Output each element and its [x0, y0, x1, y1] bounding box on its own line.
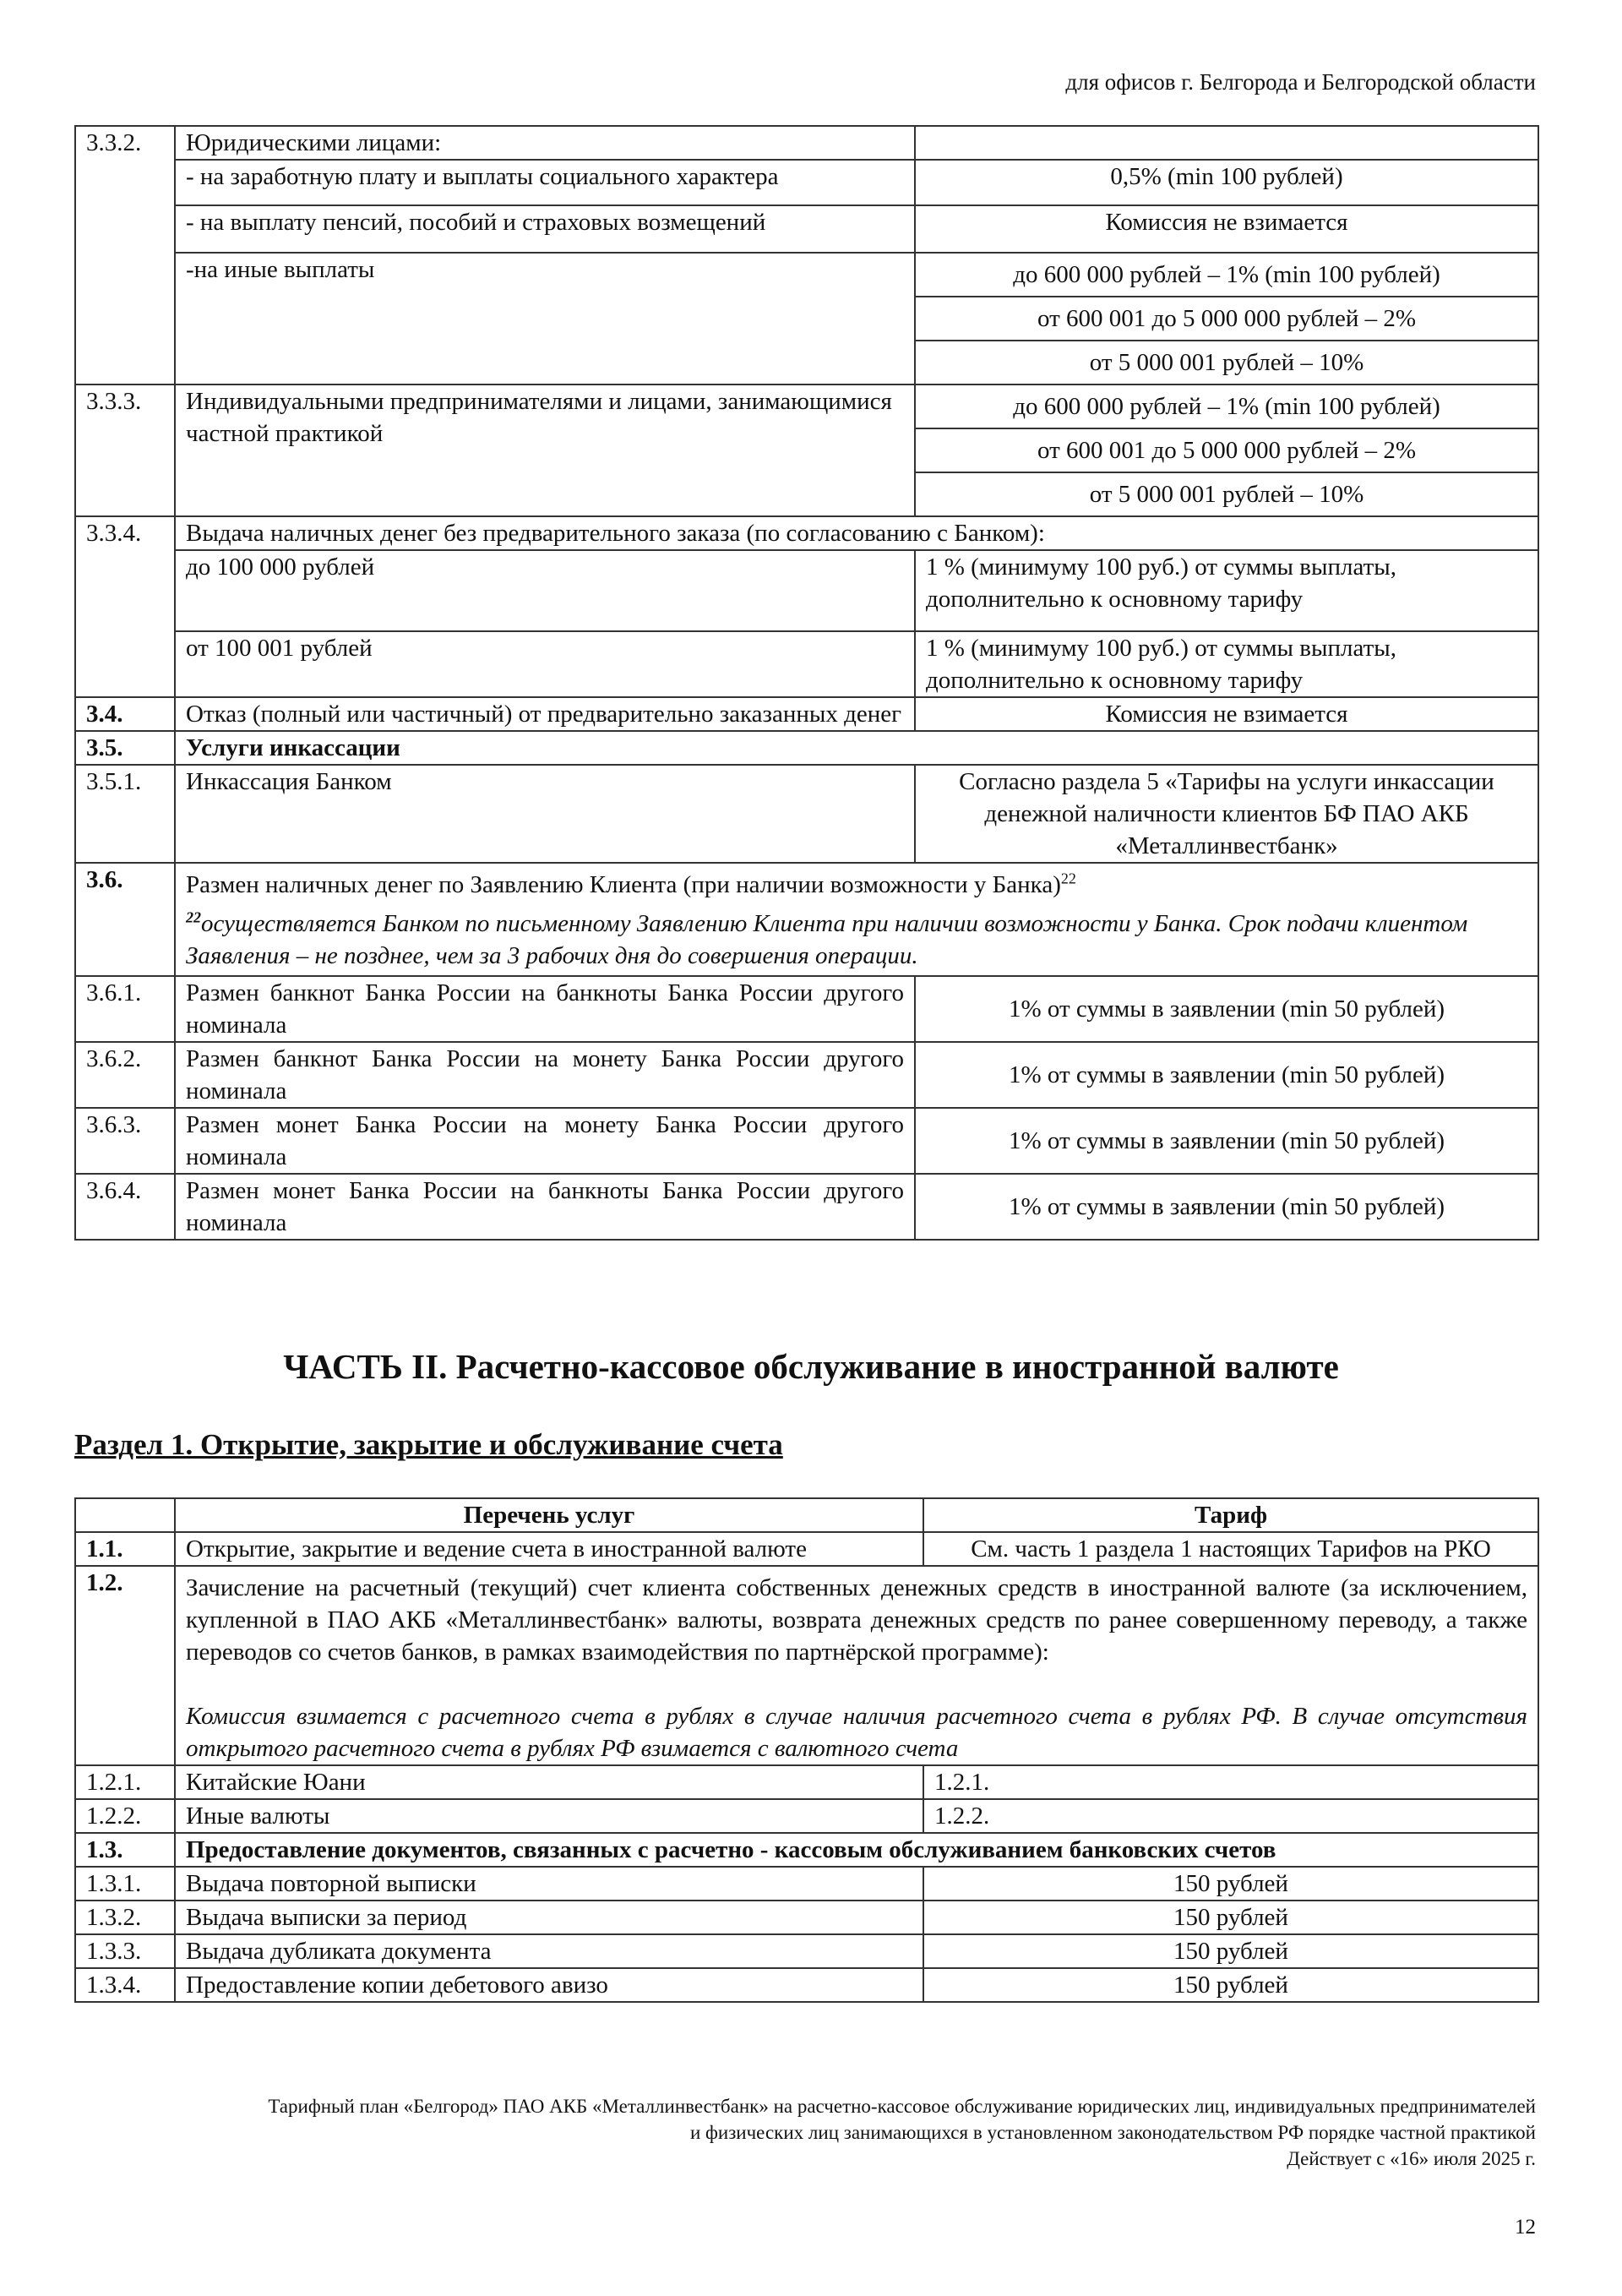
row-value: 1% от суммы в заявлении (min 50 рублей): [915, 976, 1538, 1042]
row-number: 1.2.2.: [75, 1799, 175, 1833]
row-number: 1.3.4.: [75, 1968, 175, 2002]
part-title: ЧАСТЬ II. Расчетно-кассовое обслуживание в иностранной валюте: [283, 1347, 1339, 1386]
table-row: [75, 1799, 1538, 1833]
table-row: [75, 205, 1538, 253]
row-label: Выдача наличных денег без предварительного заказа (по согласованию с Банком):: [175, 516, 1538, 550]
table-row: [75, 253, 1538, 297]
row-value: 1.2.2.: [923, 1799, 1538, 1833]
row-label: Инкассация Банком: [175, 765, 915, 863]
row-value: 150 рублей: [923, 1968, 1538, 2002]
footer-line: Тарифный план «Белгород» ПАО АКБ «Металлинвестбанк» на расчетно-кассовое обслуживание юридических лиц, индивидуальных предпринимателей: [268, 2096, 1536, 2117]
row-value: 1% от суммы в заявлении (min 50 рублей): [915, 1108, 1538, 1174]
row-label: -на иные выплаты: [175, 253, 915, 384]
row-value: до 600 000 рублей – 1% (min 100 рублей): [915, 384, 1538, 428]
row-number: 1.2.1.: [75, 1765, 175, 1799]
row-label: Иные валюты: [175, 1799, 923, 1833]
row-number: 3.6.4.: [75, 1174, 175, 1240]
table-row: [75, 1765, 1538, 1799]
row-label: Предоставление документов, связанных с расчетно - кассовым обслуживанием банковских счетов: [175, 1833, 1538, 1867]
row-number: 1.3.3.: [75, 1934, 175, 1968]
table-row: [75, 516, 1538, 550]
row-label: от 100 001 рублей: [175, 631, 915, 697]
table-row: [75, 126, 1538, 160]
row-number: 3.6.3.: [75, 1108, 175, 1174]
row-value: Комиссия не взимается: [915, 697, 1538, 731]
table-row: [75, 1566, 1538, 1765]
row-value: Комиссия не взимается: [915, 205, 1538, 253]
table-row: [75, 976, 1538, 1042]
row-value: См. часть 1 раздела 1 настоящих Тарифов на РКО: [923, 1532, 1538, 1566]
footer-line: и физических лиц занимающихся в установленном законодательством РФ порядке частной практикой: [689, 2122, 1536, 2143]
row-value: от 600 001 до 5 000 000 рублей – 2%: [915, 297, 1538, 341]
footnote-text: осуществляется Банком по письменному Заявлению Клиента при наличии возможности у Банка. Срок подачи клиентом Заявления – не позднее, чем за 3 рабочих дня до совершения операции.: [186, 910, 1468, 969]
row-label: Выдача повторной выписки: [175, 1867, 923, 1901]
footnote-ref: 22: [1060, 870, 1076, 887]
column-header-tariff: Тариф: [923, 1498, 1538, 1532]
row-number: 3.3.2.: [75, 126, 175, 384]
table-row: [75, 731, 1538, 765]
row-value: до 600 000 рублей – 1% (min 100 рублей): [915, 253, 1538, 297]
row-number: 1.3.1.: [75, 1867, 175, 1901]
row-value: 1% от суммы в заявлении (min 50 рублей): [915, 1042, 1538, 1108]
table-row: [75, 1108, 1538, 1174]
row-label: Выдача выписки за период: [175, 1901, 923, 1934]
table-row: [75, 1042, 1538, 1108]
table-row: [75, 1934, 1538, 1968]
row-value: Согласно раздела 5 «Тарифы на услуги инкассации денежной наличности клиентов БФ ПАО АКБ «Металлинвестбанк»: [915, 765, 1538, 863]
row-label: Предоставление копии дебетового авизо: [175, 1968, 923, 2002]
table-row: [75, 1867, 1538, 1901]
row-value: 1 % (минимуму 100 руб.) от суммы выплаты, дополнительно к основному тарифу: [915, 631, 1538, 697]
row-value: 150 рублей: [923, 1867, 1538, 1901]
column-header-services: Перечень услуг: [175, 1498, 923, 1532]
row-number: 3.5.: [75, 731, 175, 765]
row-value: от 5 000 001 рублей – 10%: [915, 341, 1538, 384]
table-header-row: [75, 1498, 1538, 1532]
footnote-marker: 22: [186, 908, 201, 926]
row-label: Отказ (полный или частичный) от предварительно заказанных денег: [175, 697, 915, 731]
row-label: Индивидуальными предпринимателями и лицами, занимающимися частной практикой: [175, 384, 915, 516]
footer-line: Действует с «16» июля 2025 г.: [1287, 2148, 1536, 2169]
row-label: Выдача дубликата документа: [175, 1934, 923, 1968]
row-value: 150 рублей: [923, 1901, 1538, 1934]
row-number: 1.2.: [75, 1566, 175, 1765]
row-number: 3.6.2.: [75, 1042, 175, 1108]
row-number: 3.5.1.: [75, 765, 175, 863]
row-label: Юридическими лицами:: [175, 126, 915, 160]
row-label: до 100 000 рублей: [175, 550, 915, 631]
table-row: [75, 697, 1538, 731]
row-number: 3.3.4.: [75, 516, 175, 697]
row-value: от 5 000 001 рублей – 10%: [915, 472, 1538, 516]
row-number: 3.3.3.: [75, 384, 175, 516]
row-label: Зачисление на расчетный (текущий) счет клиента собственных денежных средств в иностранной валюте (за исключением, купленной в ПАО АКБ «Металлинвестбанк» валюты, возврата денежных средств по ранее совершенному переводу, а также переводов со счетов банков, в рамках взаимодействия по партнёрской программе):: [186, 1574, 1527, 1666]
row-number: 3.4.: [75, 697, 175, 731]
row-label: Размен монет Банка России на банкноты Банка России другого номинала: [175, 1174, 915, 1240]
table-row: [75, 550, 1538, 631]
table-row: [75, 1833, 1538, 1867]
row-number: 1.3.: [75, 1833, 175, 1867]
row-number: 3.6.1.: [75, 976, 175, 1042]
row-label: - на выплату пенсий, пособий и страховых возмещений: [175, 205, 915, 253]
table-row: [75, 765, 1538, 863]
row-number: 1.1.: [75, 1532, 175, 1566]
row-label: Размен банкнот Банка России на банкноты Банка России другого номинала: [175, 976, 915, 1042]
tariff-table-part1: [74, 125, 1539, 1241]
row-label: Китайские Юани: [175, 1765, 923, 1799]
table-row: [75, 160, 1538, 205]
row-number: 3.6.: [75, 863, 175, 976]
page-header: для офисов г. Белгорода и Белгородской области: [1065, 69, 1536, 95]
table-row: [75, 384, 1538, 428]
row-note: Комиссия взимается с расчетного счета в рублях в случае наличия расчетного счета в рублях РФ. В случае отсутствия открытого расчетного счета в рублях РФ взимается с валютного счета: [186, 1703, 1527, 1762]
tariff-table-part2: [74, 1497, 1539, 2003]
row-label: Услуги инкассации: [175, 731, 1538, 765]
row-label: Размен банкнот Банка России на монету Банка России другого номинала: [175, 1042, 915, 1108]
row-number: 1.3.2.: [75, 1901, 175, 1934]
table-row: [75, 863, 1538, 976]
row-value: 1 % (минимуму 100 руб.) от суммы выплаты, дополнительно к основному тарифу: [915, 550, 1538, 631]
row-label: Открытие, закрытие и ведение счета в иностранной валюте: [175, 1532, 923, 1566]
section-title: Раздел 1. Открытие, закрытие и обслуживание счета: [74, 1428, 783, 1461]
table-row: [75, 631, 1538, 697]
table-row: [75, 1174, 1538, 1240]
row-value: 150 рублей: [923, 1934, 1538, 1968]
row-value: 1% от суммы в заявлении (min 50 рублей): [915, 1174, 1538, 1240]
row-label: - на заработную плату и выплаты социального характера: [175, 160, 915, 205]
row-value: 0,5% (min 100 рублей): [915, 160, 1538, 205]
row-label: Размен монет Банка России на монету Банка России другого номинала: [175, 1108, 915, 1174]
table-row: [75, 1901, 1538, 1934]
page-footer: [268, 2093, 1536, 2172]
table-row: [75, 1968, 1538, 2002]
row-value: 1.2.1.: [923, 1765, 1538, 1799]
row-label: Размен наличных денег по Заявлению Клиента (при наличии возможности у Банка): [186, 871, 1061, 898]
table-row: [75, 1532, 1538, 1566]
page-number: 12: [1515, 2216, 1536, 2239]
row-value: от 600 001 до 5 000 000 рублей – 2%: [915, 428, 1538, 472]
